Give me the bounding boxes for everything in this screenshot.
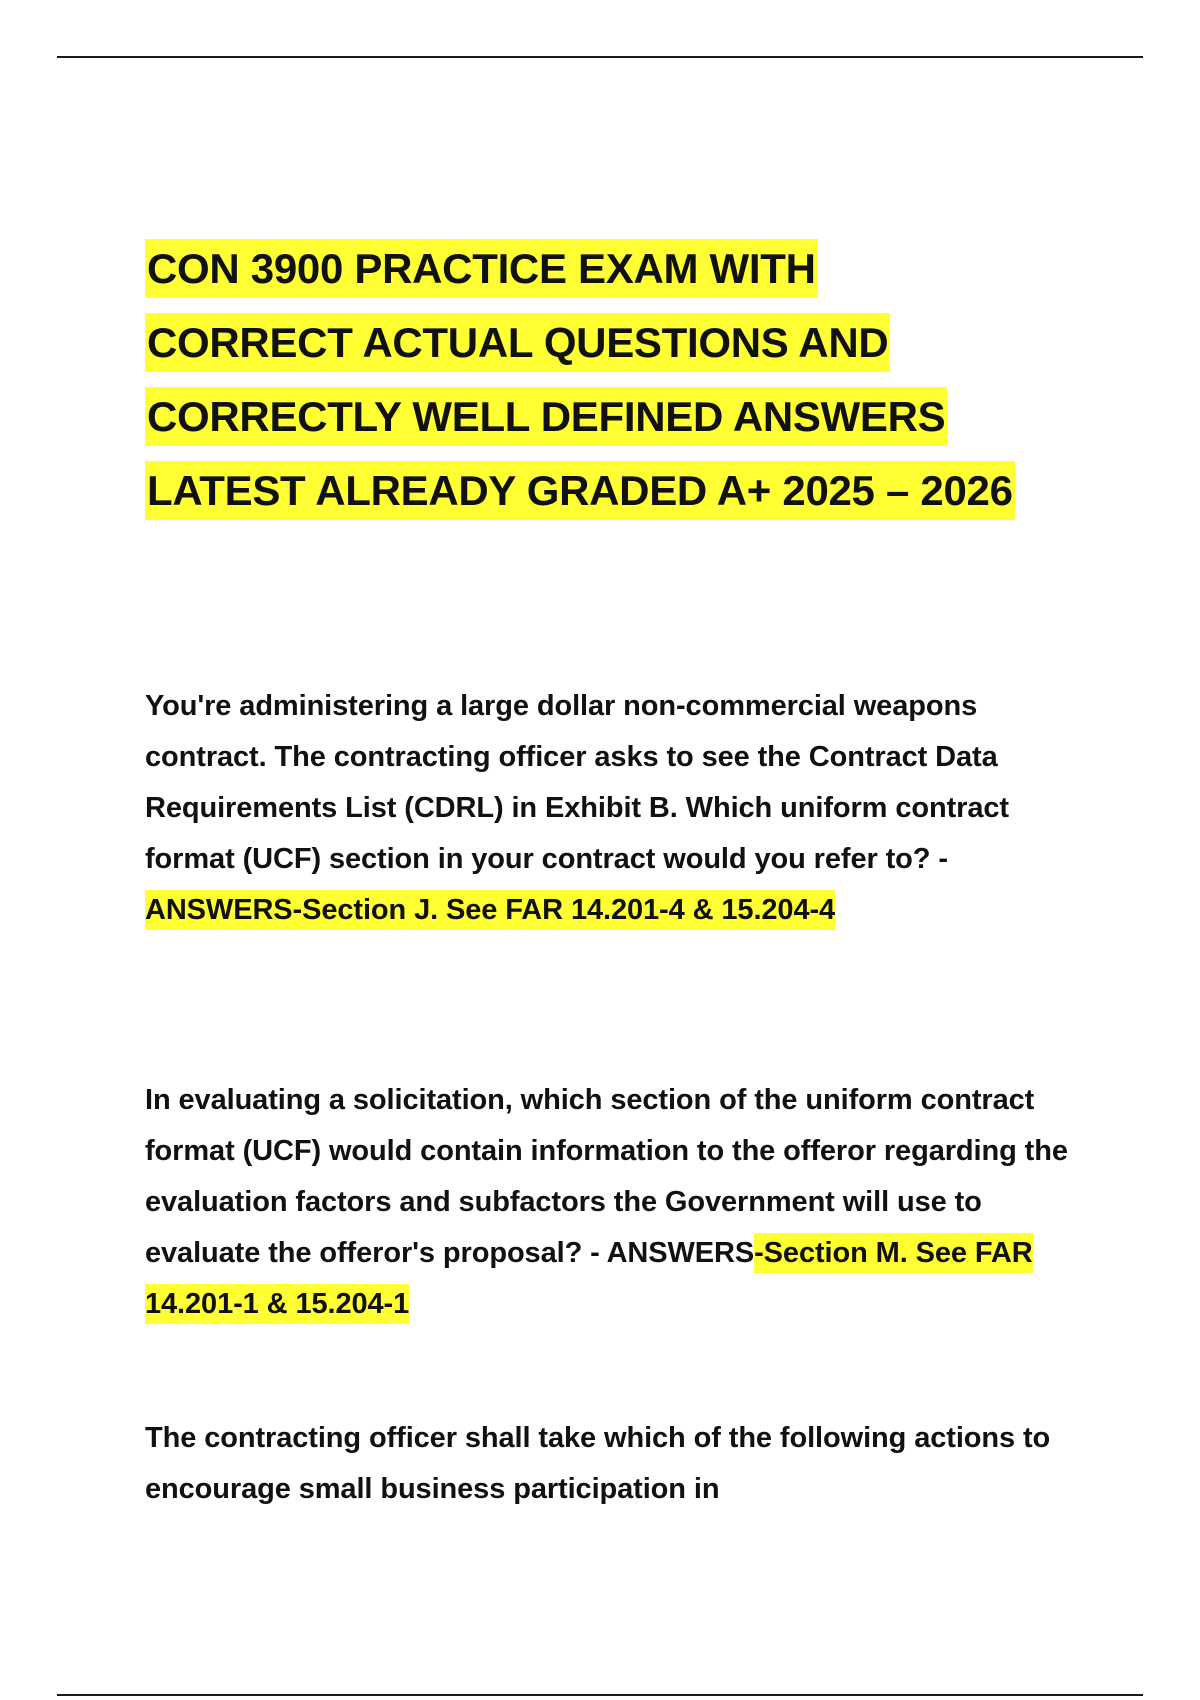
document-title <box>145 232 1105 528</box>
question-block-2 <box>145 1075 1070 1330</box>
question-text: You're administering a large dollar non-commercial weapons contract. The contracting officer asks to see the Contract Data Requirements List (CDRL) in Exhibit B. Which uniform contract format (UCF) section in your contract would you refer to? - <box>145 690 1009 875</box>
bottom-divider <box>57 1694 1143 1696</box>
question-text: In evaluating a solicitation, which section of the uniform contract format (UCF) would contain information to the offeror regarding the evaluation factors and subfactors the Government will use to evaluate the offeror's proposal? - <box>145 1084 1068 1269</box>
question-text: The contracting officer shall take which of the following actions to encourage small business participation in <box>145 1422 1051 1505</box>
answer-prefix: ANSWERS <box>606 1237 755 1269</box>
title-line-3: CORRECTLY WELL DEFINED ANSWERS <box>145 387 947 446</box>
title-line-4: LATEST ALREADY GRADED A+ 2025 – 2026 <box>145 461 1015 520</box>
title-line-1: CON 3900 PRACTICE EXAM WITH <box>145 239 818 298</box>
question-block-1 <box>145 681 1070 936</box>
top-divider <box>57 56 1143 58</box>
title-line-2: CORRECT ACTUAL QUESTIONS AND <box>145 313 890 372</box>
answer-highlight: ANSWERS-Section J. See FAR 14.201-4 & 15.204-4 <box>145 890 835 930</box>
answer-highlight: -Section M. See FAR 14.201-1 & 15.204-1 <box>145 1233 1033 1324</box>
question-block-3 <box>145 1413 1070 1515</box>
